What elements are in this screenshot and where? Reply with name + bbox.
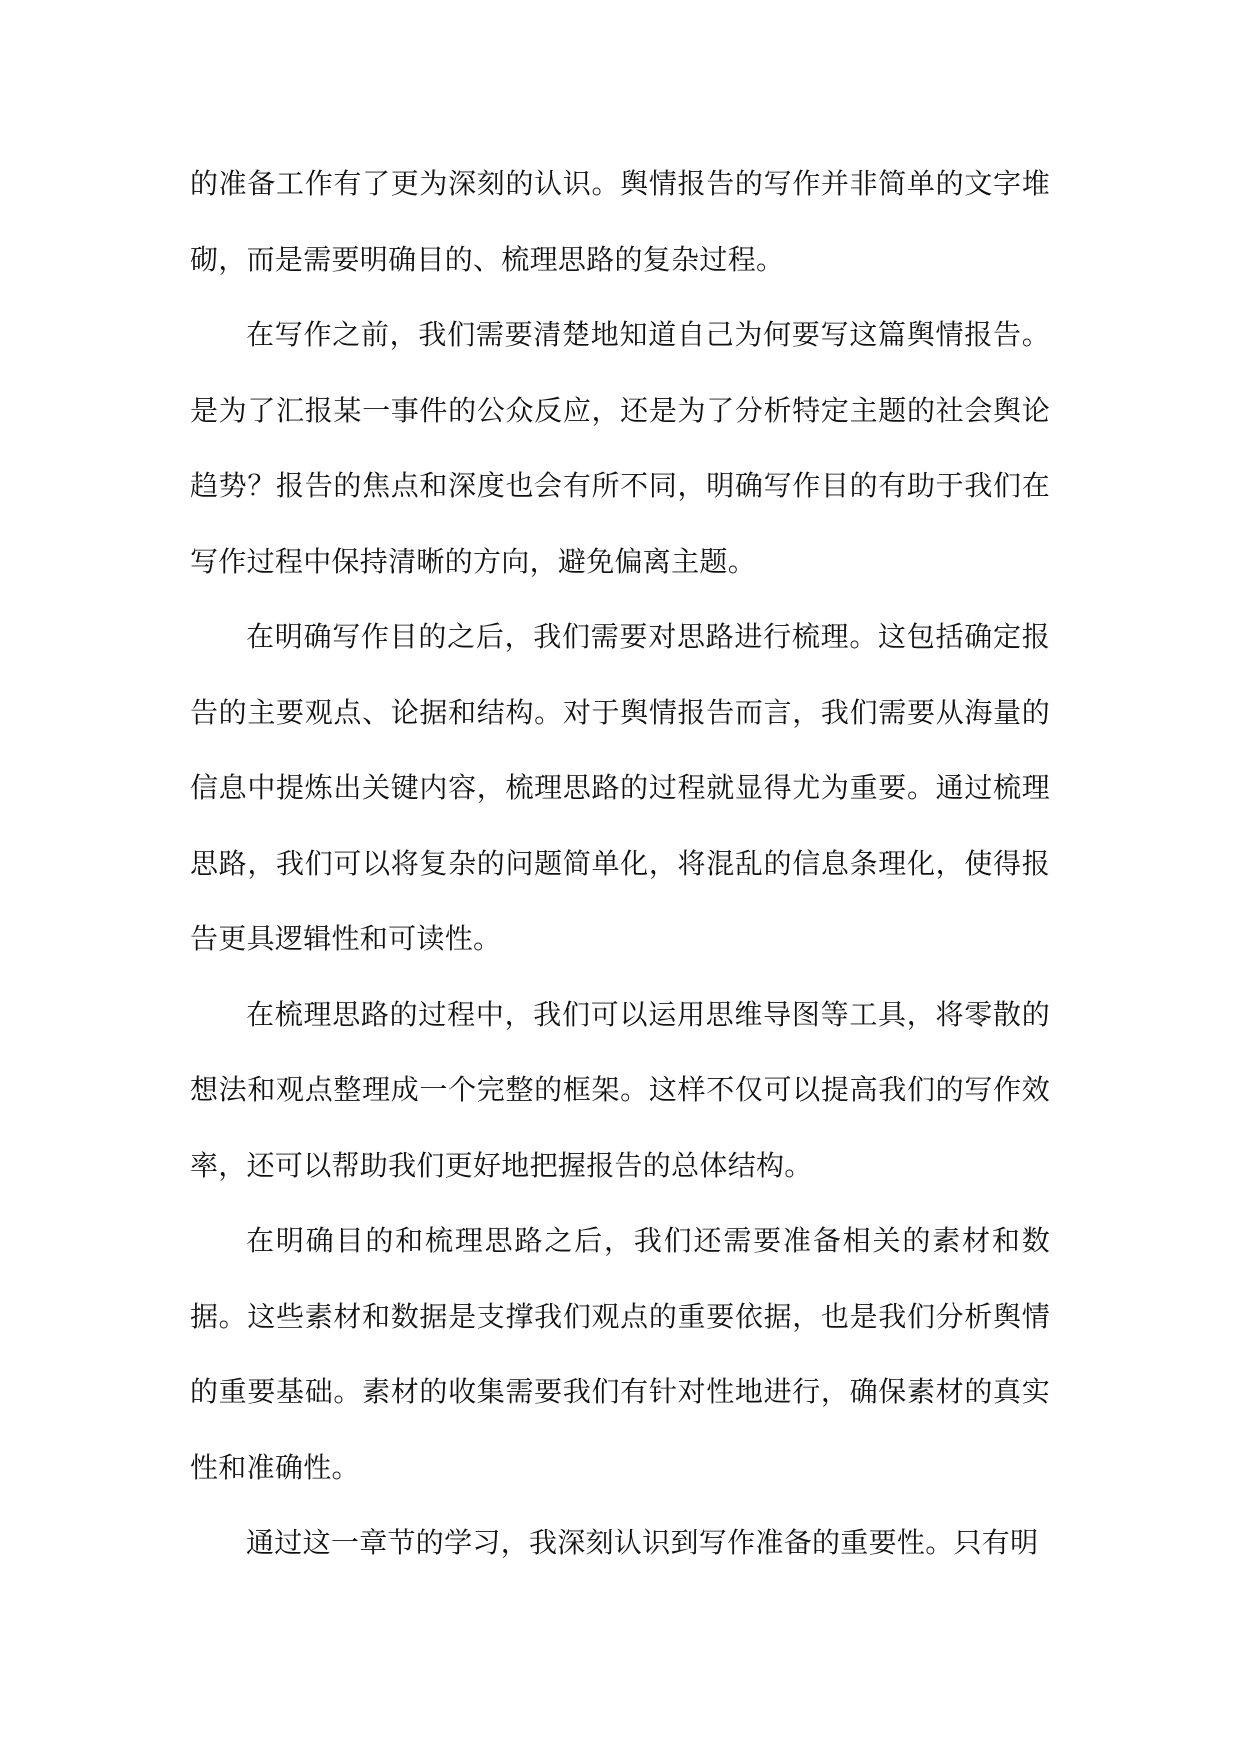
paragraph-writing-purpose: 在写作之前，我们需要清楚地知道自己为何要写这篇舆情报告。是为了汇报某一事件的公众反应，还是为了分析特定主题的社会舆论趋势？报告的焦点和深度也会有所不同，明确写作目的有助于我们在写作过程中保持清晰的方向，避免偏离主题。 — [190, 318, 1050, 578]
paragraph-continuation: 的准备工作有了更为深刻的认识。舆情报告的写作并非简单的文字堆砌，而是需要明确目的、梳理思路的复杂过程。 — [190, 167, 1050, 276]
body-text — [190, 146, 1050, 1581]
paragraph-mind-map-tools: 在梳理思路的过程中，我们可以运用思维导图等工具，将零散的想法和观点整理成一个完整的框架。这样不仅可以提高我们的写作效率，还可以帮助我们更好地把握报告的总体结构。 — [190, 997, 1050, 1182]
paragraph-organizing-ideas: 在明确写作目的之后，我们需要对思路进行梳理。这包括确定报告的主要观点、论据和结构。对于舆情报告而言，我们需要从海量的信息中提炼出关键内容，梳理思路的过程就显得尤为重要。通过梳理思路，我们可以将复杂的问题简单化，将混乱的信息条理化，使得报告更具逻辑性和可读性。 — [190, 620, 1050, 955]
paragraph-conclusion: 通过这一章节的学习，我深刻认识到写作准备的重要性。只有明 — [246, 1526, 1039, 1559]
paragraph-materials-data: 在明确目的和梳理思路之后，我们还需要准备相关的素材和数据。这些素材和数据是支撑我们观点的重要依据，也是我们分析舆情的重要基础。素材的收集需要我们有针对性地进行，确保素材的真实性和准确性。 — [190, 1224, 1050, 1484]
